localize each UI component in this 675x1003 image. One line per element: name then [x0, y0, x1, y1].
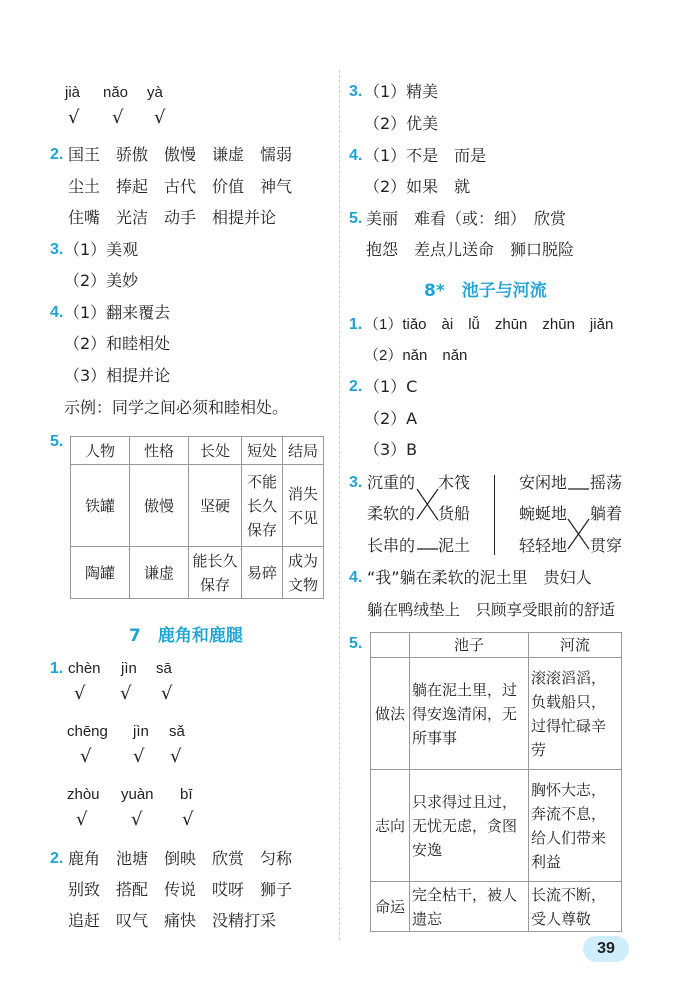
answer-line: （2）美妙 [64, 271, 139, 290]
pinyin: chēng [67, 723, 108, 740]
table-cell: 易碎 [242, 547, 283, 599]
question-number: 3. [50, 241, 64, 258]
check-mark: √ [133, 746, 145, 767]
pinyin: yuàn [121, 786, 154, 803]
answer-line: 鹿角 池塘 倒映 欣赏 匀称 [68, 849, 293, 868]
table-header: 人物 [71, 437, 130, 465]
pinyin: chèn [68, 660, 101, 677]
answer-line: （3）B [364, 440, 418, 459]
check-mark: √ [120, 683, 132, 704]
pinyin: jìn [121, 660, 137, 677]
answer-line: （1）精美 [364, 82, 439, 101]
table-header: 河流 [529, 633, 622, 658]
table-cell: 能长久保存 [189, 547, 242, 599]
answer-line: 住嘴 光洁 动手 相提并论 [68, 208, 277, 227]
pinyin-nao: nǎo [103, 84, 129, 101]
match-divider [494, 475, 495, 555]
question-number: 5. [349, 635, 363, 652]
table-cell: 铁罐 [71, 465, 130, 547]
example-line: 示例：同学之间必须和睦相处。 [64, 398, 289, 417]
table-cell: 只求得过且过，无忧无虑，贪图安逸 [410, 770, 529, 882]
question-number: 2. [349, 378, 363, 395]
table-header: 短处 [242, 437, 283, 465]
pinyin-ya: yà [147, 84, 163, 101]
question-number: 1. [50, 660, 64, 677]
answer-line: （3）相提并论 [64, 366, 171, 385]
match-lines [566, 475, 592, 555]
section-title: 7 鹿角和鹿腿 [129, 626, 243, 646]
character-table [70, 436, 324, 599]
question-number: 3. [349, 83, 363, 100]
section-title: 8* 池子与河流 [424, 281, 547, 301]
match-word: 货船 [438, 504, 471, 523]
match-word: 贯穿 [590, 536, 623, 555]
table-cell: 成为文物 [283, 547, 324, 599]
match-word: 摇荡 [590, 473, 623, 492]
page-number: 39 [583, 936, 629, 962]
match-word: 安闲地 [519, 473, 568, 492]
check-mark: √ [154, 107, 166, 128]
question-number: 4. [349, 569, 363, 586]
question-number: 5. [349, 210, 363, 227]
match-word: 柔软的 [367, 504, 416, 523]
table-header: 池子 [410, 633, 529, 658]
answer-line: 尘土 捧起 古代 价值 神气 [68, 177, 293, 196]
check-mark: √ [76, 809, 88, 830]
question-number: 2. [50, 850, 64, 867]
pinyin-jia: jià [65, 84, 81, 101]
comparison-table [370, 632, 622, 932]
check-mark: √ [80, 746, 92, 767]
pinyin: sā [156, 660, 172, 677]
table-cell: 滚滚滔滔，负载船只，过得忙碌辛劳 [529, 658, 622, 770]
pinyin: sǎ [169, 723, 185, 740]
answer-line: （1）tiǎo ài lǚ zhūn zhūn jiǎn [364, 316, 614, 333]
table-header: 长处 [189, 437, 242, 465]
match-lines [415, 475, 441, 555]
match-word: 轻轻地 [519, 536, 568, 555]
question-number: 1. [349, 316, 363, 333]
question-number: 3. [349, 474, 363, 491]
answer-line: （1）C [364, 377, 418, 396]
answer-line: （1）翻来覆去 [64, 303, 171, 322]
answer-line: 抱怨 差点儿送命 狮口脱险 [366, 240, 575, 259]
pinyin: zhòu [67, 786, 100, 803]
answer-line: （1）不是 而是 [364, 146, 487, 165]
answer-line: （2）优美 [364, 114, 439, 133]
table-cell: 傲慢 [130, 465, 189, 547]
question-number: 5. [50, 433, 64, 450]
answer-line: （2）A [364, 409, 418, 428]
match-word: 躺着 [590, 504, 623, 523]
check-mark: √ [112, 107, 124, 128]
table-cell: 不能长久保存 [242, 465, 283, 547]
table-cell: 完全枯干，被人遗忘 [410, 882, 529, 932]
answer-line: 别致 搭配 传说 哎呀 狮子 [68, 880, 293, 899]
question-number: 4. [349, 147, 363, 164]
answer-line: 国王 骄傲 傲慢 谦虚 懦弱 [68, 145, 293, 164]
answer-line: “我”躺在柔软的泥土里 贵妇人 [367, 568, 592, 587]
table-cell: 命运 [371, 882, 410, 932]
match-word: 蜿蜒地 [519, 504, 568, 523]
question-number: 2. [50, 146, 64, 163]
table-cell: 胸怀大志，奔流不息，给人们带来利益 [529, 770, 622, 882]
table-header [371, 633, 410, 658]
match-word: 泥土 [438, 536, 471, 555]
table-cell: 长流不断，受人尊敬 [529, 882, 622, 932]
match-word: 木筏 [438, 473, 471, 492]
table-header: 结局 [283, 437, 324, 465]
table-cell: 坚硬 [189, 465, 242, 547]
check-mark: √ [74, 683, 86, 704]
table-cell: 做法 [371, 658, 410, 770]
question-number: 4. [50, 304, 64, 321]
check-mark: √ [182, 809, 194, 830]
pinyin: bī [180, 786, 193, 803]
answer-line: （1）美观 [64, 240, 139, 259]
table-header: 性格 [130, 437, 189, 465]
pinyin: jìn [133, 723, 149, 740]
answer-line: 美丽 难看（或：细） 欣赏 [366, 209, 567, 228]
table-cell: 谦虚 [130, 547, 189, 599]
answer-line: 追赶 叹气 痛快 没精打采 [68, 911, 277, 930]
match-word: 沉重的 [367, 473, 416, 492]
match-word: 长串的 [367, 536, 416, 555]
check-mark: √ [68, 107, 80, 128]
table-cell: 消失不见 [283, 465, 324, 547]
answer-line: （2）如果 就 [364, 177, 471, 196]
table-cell: 志向 [371, 770, 410, 882]
answer-line: 躺在鸭绒垫上 只顾享受眼前的舒适 [367, 601, 616, 619]
check-mark: √ [161, 683, 173, 704]
table-cell: 陶罐 [71, 547, 130, 599]
answer-line: （2）和睦相处 [64, 334, 171, 353]
table-cell: 躺在泥土里，过得安逸清闲，无所事事 [410, 658, 529, 770]
column-divider [339, 70, 340, 940]
answer-line: （2）nǎn nǎn [364, 347, 468, 364]
check-mark: √ [170, 746, 182, 767]
check-mark: √ [131, 809, 143, 830]
